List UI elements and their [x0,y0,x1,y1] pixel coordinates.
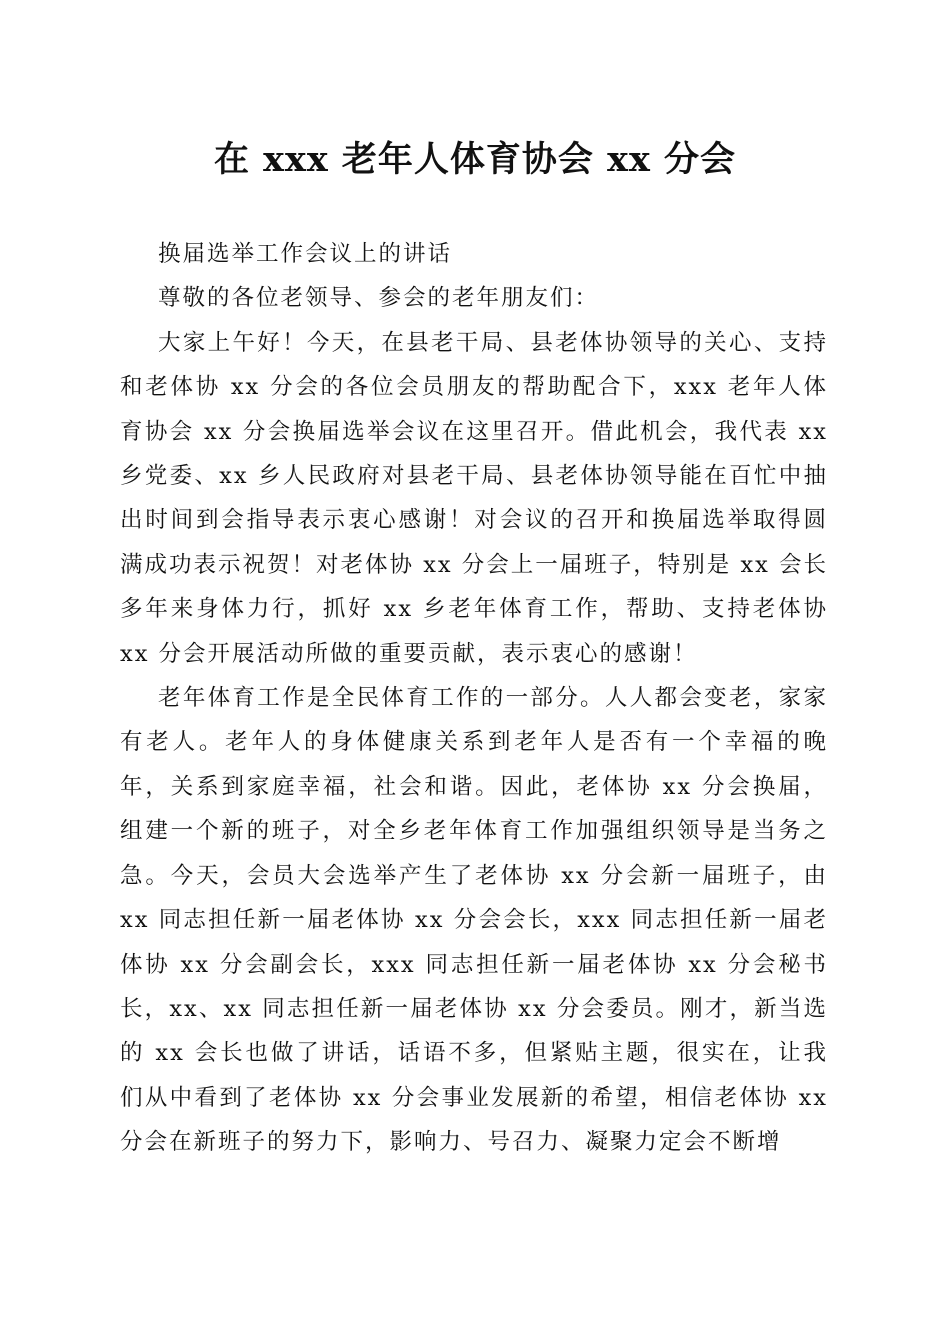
document-title: 在 xxx 老年人体育协会 xx 分会 [213,139,737,180]
body-paragraph: 老年体育工作是全民体育工作的一部分。人人都会变老，家家有老人。老年人的身体健康关系到老年人是否有一个幸福的晚年，关系到家庭幸福，社会和谐。因此，老体协 xx 分会换届，组建一个新的班子，对全乡老年体育工作加强组织领导是当务之急。今天，会员大会选举产生了老体协 xx 分会新一届班子，由 xx 同志担任新一届老体协 xx 分会会长，xxx 同志担任新一届老体协 xx 分会副会长，xxx 同志担任新一届老体协 xx 分会秘书长，xx、xx 同志担任新一届老体协 xx 分会委员。刚才，新当选的 xx 会长也做了讲话，话语不多，但紧贴主题，很实在，让我们从中看到了老体协 xx 分会事业发展新的希望，相信老体协 xx 分会在新班子的努力下，影响力、号召力、凝聚力定会不断增 [120,685,828,1156]
document-body [120,232,828,1165]
salutation-paragraph: 尊敬的各位老领导、参会的老年朋友们： [158,285,600,312]
body-paragraph: 大家上午好！今天，在县老干局、县老体协领导的关心、支持和老体协 xx 分会的各位会员朋友的帮助配合下，xxx 老年人体育协会 xx 分会换届选举会议在这里召开。借此机会，我代表 xx 乡党委、xx 乡人民政府对县老干局、县老体协领导能在百忙中抽出时间到会指导表示衷心感谢！对会议的召开和换届选举取得圆满成功表示祝贺！对老体协 xx 分会上一届班子，特别是 xx 会长多年来身体力行，抓好 xx 乡老年体育工作，帮助、支持老体协 xx 分会开展活动所做的重要贡献，表示衷心的感谢！ [120,329,828,667]
subtitle-paragraph: 换届选举工作会议上的讲话 [158,241,453,267]
